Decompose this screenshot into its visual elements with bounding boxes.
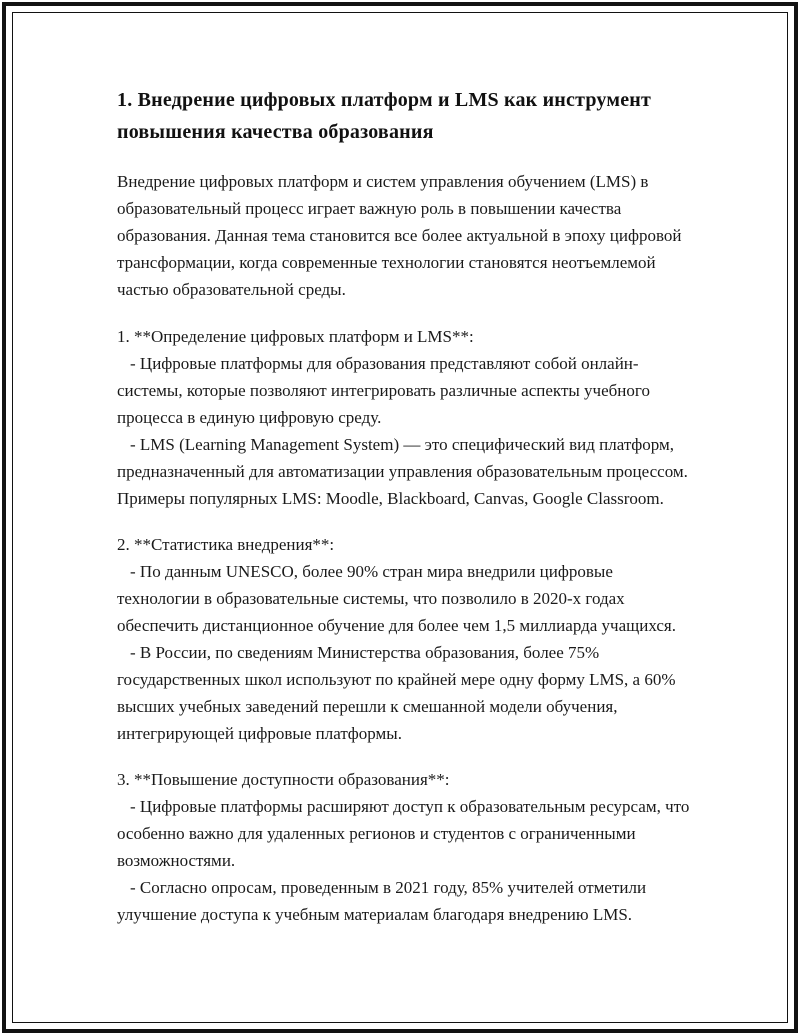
section-list-item: - Цифровые платформы расширяют доступ к образовательным ресурсам, что особенно важно для удаленных регионов и студентов с ограниченными возможностями. [117, 797, 690, 870]
section-list-item: - LMS (Learning Management System) — это специфический вид платформ, предназначенный для автоматизации управления образовательным процессом. Примеры популярных LMS: Moodle, Blackboard, Canvas, Google Classroom. [117, 435, 688, 508]
section-title: 2. **Статистика внедрения**: [117, 535, 335, 554]
document-section [117, 323, 691, 512]
section-list-item: - В России, по сведениям Министерства образования, более 75% государственных школ используют по крайней мере одну форму LMS, а 60% высших учебных заведений перешли к смешанной модели обучения, интегрирующей цифровые платформы. [117, 643, 676, 743]
document-heading: 1. Внедрение цифровых платформ и LMS как инструмент повышения качества образования [117, 89, 652, 143]
intro-paragraph: Внедрение цифровых платформ и систем управления обучением (LMS) в образовательный процесс играет важную роль в повышении качества образования. Данная тема становится все более актуальной в эпоху цифровой трансформации, когда современные технологии становятся неотъемлемой частью образовательной среды. [117, 172, 682, 299]
document-content [117, 84, 691, 928]
section-list-item: - По данным UNESCO, более 90% стран мира внедрили цифровые технологии в образовательные системы, что позволило в 2020-х годах обеспечить дистанционное обучение для более чем 1,5 миллиарда учащихся. [117, 562, 676, 635]
section-list-item: - Согласно опросам, проведенным в 2021 году, 85% учителей отметили улучшение доступа к учебным материалам благодаря внедрению LMS. [117, 878, 647, 924]
section-title: 3. **Повышение доступности образования**: [117, 770, 450, 789]
section-list-item: - Цифровые платформы для образования представляют собой онлайн-системы, которые позволяют интегрировать различные аспекты учебного процесса в единую цифровую среду. [117, 354, 650, 427]
sections-container [117, 323, 691, 928]
document-section [117, 766, 691, 928]
document-section [117, 531, 691, 747]
section-title: 1. **Определение цифровых платформ и LMS**: [117, 327, 474, 346]
